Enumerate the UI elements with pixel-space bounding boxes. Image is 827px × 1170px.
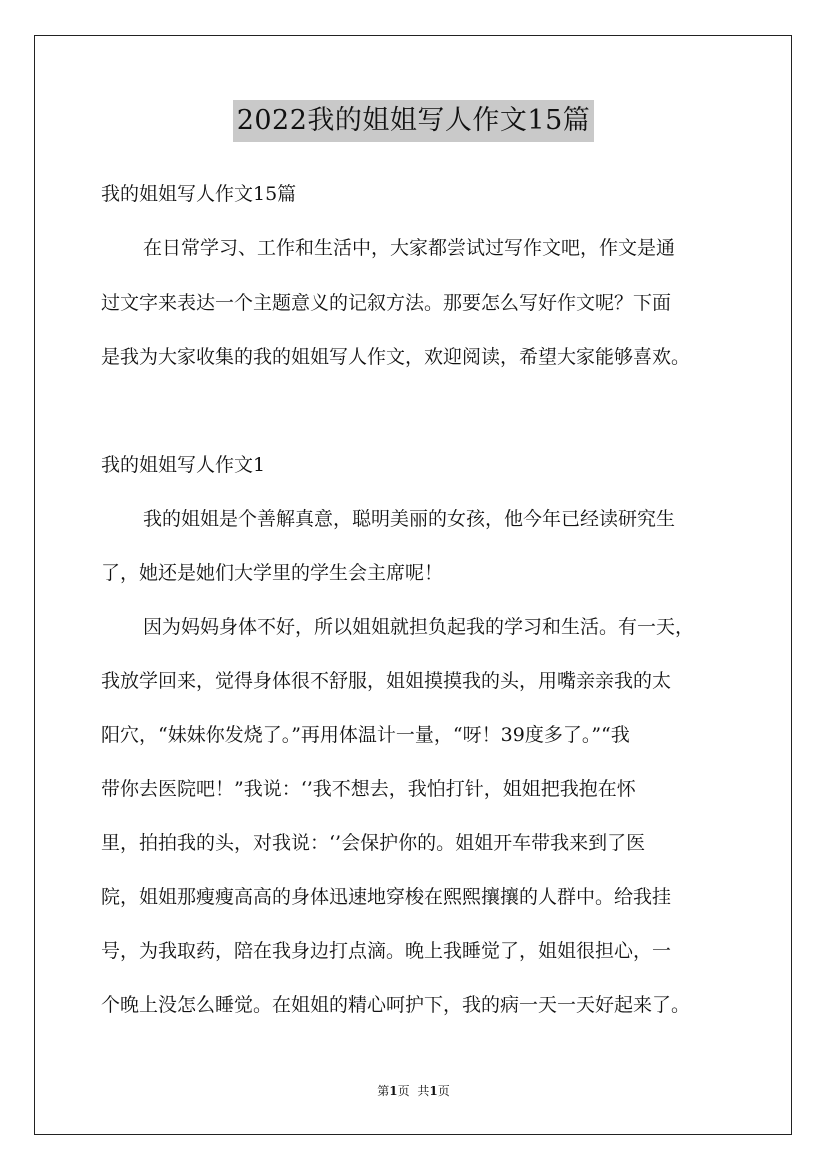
intro-line-3: 是我为大家收集的我的姐姐写人作文，欢迎阅读，希望大家能够喜欢。 <box>101 346 691 368</box>
para2-line-6: 院，姐姐那瘦瘦高高的身体迅速地穿梭在熙熙攘攘的人群中。给我挂 <box>101 886 672 908</box>
intro-line-2: 过文字来表达一个主题意义的记叙方法。那要怎么写好作文呢？下面 <box>101 292 672 314</box>
para2-line-7: 号，为我取药，陪在我身边打点滴。晚上我睡觉了，姐姐很担心，一 <box>101 940 672 962</box>
footer-label-ye: 页 <box>397 1084 410 1098</box>
title-container <box>0 100 827 142</box>
para2-line-3: 阳穴，“妹妹你发烧了。”再用体温计一量，“呀！39度多了。”“我 <box>101 724 630 746</box>
para1-line-2: 了，她还是她们大学里的学生会主席呢！ <box>101 562 444 584</box>
document-subtitle: 我的姐姐写人作文15篇 <box>101 183 297 205</box>
para2-line-2: 我放学回来，觉得身体很不舒服，姐姐摸摸我的头，用嘴亲亲我的太 <box>101 670 672 692</box>
para2-line-4: 带你去医院吧！”我说：‘’我不想去，我怕打针，姐姐把我抱在怀 <box>101 778 636 800</box>
footer-label-di: 第 <box>377 1084 390 1098</box>
document-title: 2022我的姐姐写人作文15篇 <box>233 100 595 142</box>
para2-line-8: 个晚上没怎么睡觉。在姐姐的精心呵护下，我的病一天一天好起来了。 <box>101 994 691 1016</box>
page-footer <box>0 1083 827 1099</box>
footer-page-total: 1 <box>429 1084 438 1098</box>
footer-page-current: 1 <box>389 1084 398 1098</box>
section-heading: 我的姐姐写人作文1 <box>101 454 266 476</box>
para2-line-1: 因为妈妈身体不好，所以姐姐就担负起我的学习和生活。有一天， <box>143 616 695 638</box>
intro-line-1: 在日常学习、工作和生活中，大家都尝试过写作文吧，作文是通 <box>143 237 676 259</box>
para1-line-1: 我的姐姐是个善解真意，聪明美丽的女孩，他今年已经读研究生 <box>143 508 676 530</box>
footer-label-ye-2: 页 <box>437 1084 450 1098</box>
footer-label-gong: 共 <box>417 1084 430 1098</box>
para2-line-5: 里，拍拍我的头，对我说：‘’会保护你的。姐姐开车带我来到了医 <box>101 832 646 854</box>
